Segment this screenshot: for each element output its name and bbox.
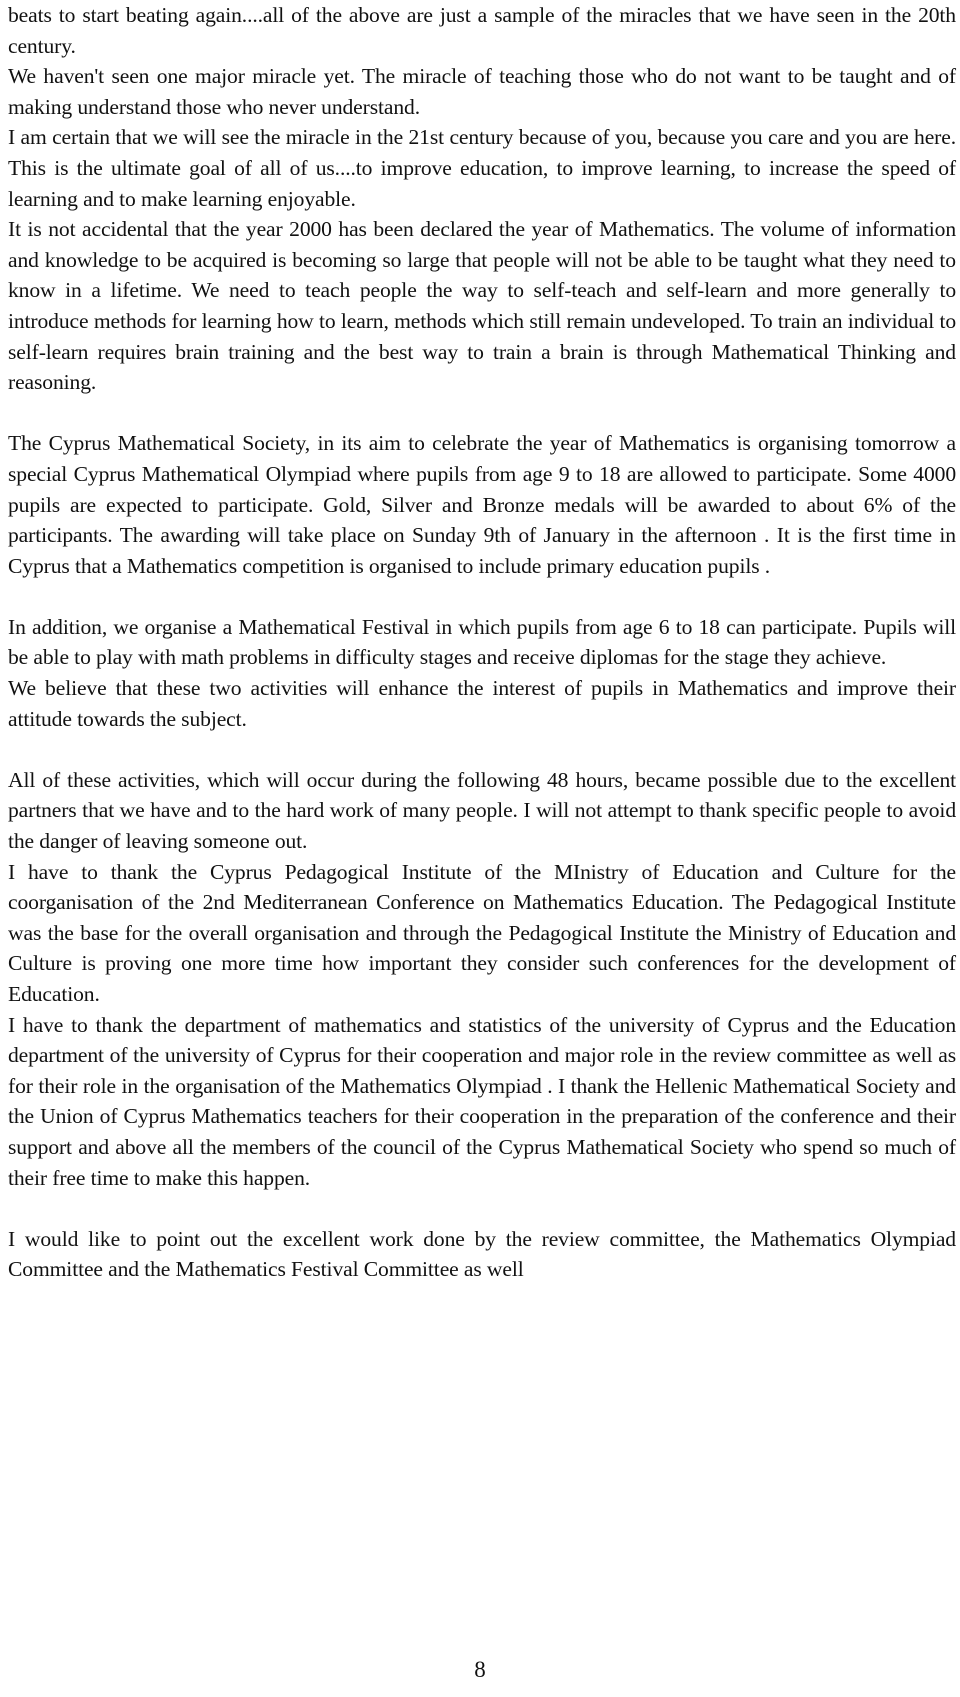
paragraph-year-of-mathematics: It is not accidental that the year 2000 has been declared the year of Mathematics. The volume of information and knowledge to be acquired is becoming so large that people will not be able to be taught what they need to know in a lifetime. We need to teach people the way to self-teach and self-learn and more generally to introduce methods for learning how to learn, methods which still remain undeveloped. To train an individual to self-learn requires brain training and the best way to train a brain is through Mathematical Thinking and reasoning. <box>8 217 956 395</box>
document-body <box>8 0 956 1285</box>
paragraph-21st-century-goal: I am certain that we will see the miracle in the 21st century because of you, because you care and you are here. This is the ultimate goal of all of us....to improve education, to improve learning, to increase the speed of learning and to make learning enjoyable. <box>8 125 956 211</box>
paragraph-activities-interest: We believe that these two activities will enhance the interest of pupils in Mathematics and improve their attitude towards the subject. <box>8 676 956 731</box>
paragraph-spacer <box>8 581 956 612</box>
paragraph-pedagogical-institute-thanks: I have to thank the Cyprus Pedagogical Institute of the MInistry of Education and Culture for the coorganisation of the 2nd Mediterranean Conference on Mathematics Education. The Pedagogical Institute was the base for the overall organisation and through the Pedagogical Institute the Ministry of Education and Culture is proving one more time how important they consider such conferences for the development of Education. <box>8 859 956 1006</box>
paragraph-spacer <box>8 1193 956 1224</box>
paragraph-committee-work: I would like to point out the excellent work done by the review committee, the Mathematics Olympiad Committee and the Mathematics Festival Committee as well <box>8 1226 956 1282</box>
paragraph-cyprus-olympiad: The Cyprus Mathematical Society, in its aim to celebrate the year of Mathematics is organising tomorrow a special Cyprus Mathematical Olympiad where pupils from age 9 to 18 are allowed to participate. Some 4000 pupils are expected to participate. Gold, Silver and Bronze medals will be awarded to about 6% of the participants. The awarding will take place on Sunday 9th of January in the afternoon . It is the first time in Cyprus that a Mathematics competition is organised to include primary education pupils . <box>8 431 956 578</box>
paragraph-spacer <box>8 398 956 429</box>
paragraph-no-major-miracle: We haven't seen one major miracle yet. The miracle of teaching those who do not want to be taught and of making understand those who never understand. <box>8 64 956 119</box>
paragraph-partners: All of these activities, which will occur during the following 48 hours, became possible due to the excellent partners that we have and to the hard work of many people. I will not attempt to thank specific people to avoid the danger of leaving someone out. <box>8 767 956 854</box>
paragraph-spacer <box>8 734 956 765</box>
paragraph-mathematical-festival: In addition, we organise a Mathematical Festival in which pupils from age 6 to 18 can participate. Pupils will be able to play with math problems in difficulty stages and receive diplomas for the stage they achieve. <box>8 614 956 670</box>
paragraph-university-thanks: I have to thank the department of mathematics and statistics of the university of Cyprus and the Education department of the university of Cyprus for their cooperation and major role in the review committee as well as for their role in the organisation of the Mathematics Olympiad . I thank the Hellenic Mathematical Society and the Union of Cyprus Mathematics teachers for their cooperation in the preparation of the conference and their support and above all the members of the council of the Cyprus Mathematical Society who spend so much of their free time to make this happen. <box>8 1012 956 1190</box>
paragraph-miracles-20th-century: beats to start beating again....all of the above are just a sample of the miracles that we have seen in the 20th century. <box>8 3 956 58</box>
page-number: 8 <box>474 1657 486 1682</box>
